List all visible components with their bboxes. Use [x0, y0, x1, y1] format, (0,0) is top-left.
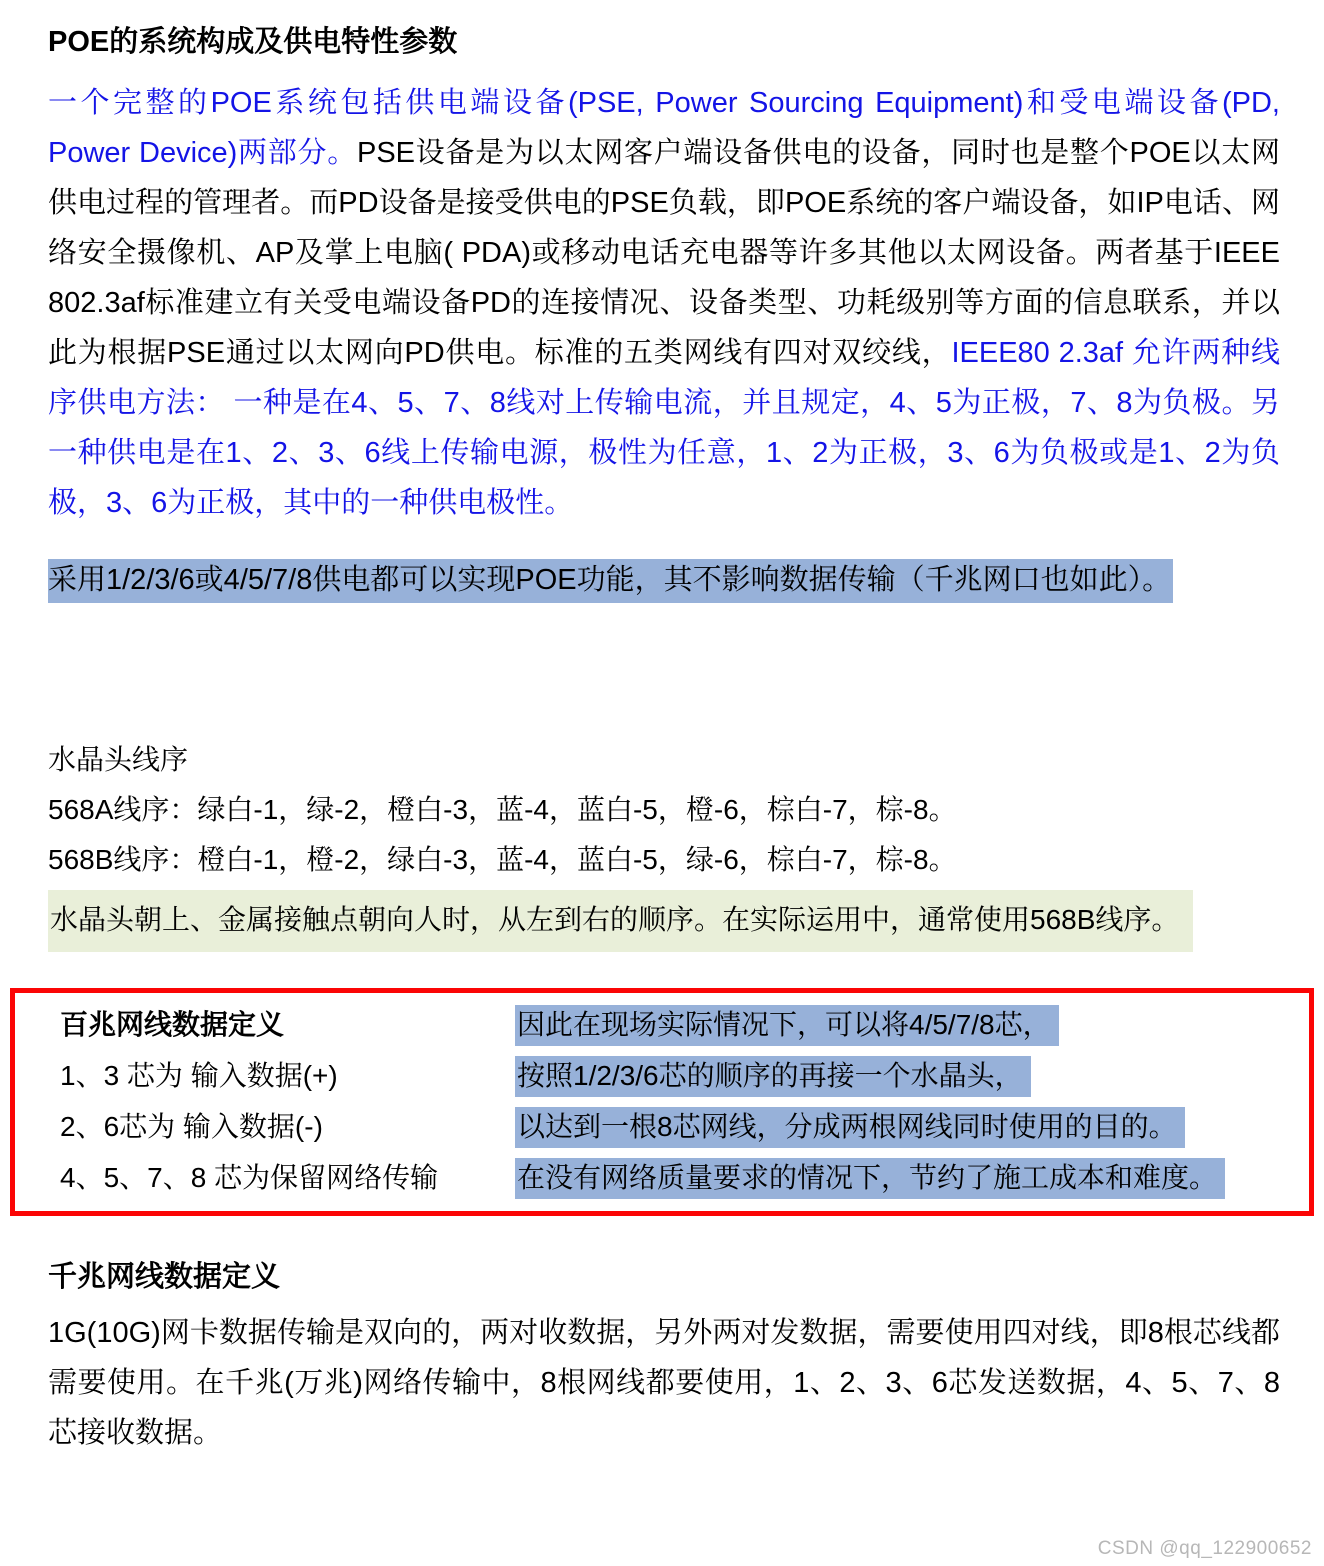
- pin-definition-line: 1、3 芯为 输入数据(+): [60, 1060, 338, 1091]
- crystal-head-section: [48, 735, 1280, 952]
- field-note-text: 因此在现场实际情况下，可以将4/5/7/8芯，: [515, 1005, 1059, 1046]
- field-note-text: 以达到一根8芯网线，分成两根网线同时使用的目的。: [515, 1107, 1185, 1148]
- hundred-megabit-definitions: [15, 999, 515, 1203]
- poe-highlight-note-text: 采用1/2/3/6或4/5/7/8供电都可以实现POE功能，其不影响数据传输（千兆网口也如此）。: [48, 559, 1173, 603]
- crystal-head-heading: 水晶头线序: [48, 744, 189, 775]
- field-note-text: 在没有网络质量要求的情况下，节约了施工成本和难度。: [515, 1158, 1225, 1199]
- gigabit-paragraph: 1G(10G)网卡数据传输是双向的，两对收数据，另外两对发数据，需要使用四对线，即8根芯线都需要使用。在千兆(万兆)网络传输中，8根网线都要使用，1、2、3、6芯发送数据，4、5、7、8芯接收数据。: [48, 1317, 1280, 1449]
- intro-paragraph: [48, 78, 1280, 528]
- wire-order-568b: 568B线序：橙白-1，橙-2，绿白-3，蓝-4，蓝白-5，绿-6，棕白-7，棕-8。: [48, 844, 957, 875]
- intro-segment-blue-2: IEEE80 2.3af 允许两种线序供电方法： 一种是在4、5、7、8线对上传输电流，并且规定，4、5为正极，7、8为负极。另一种供电是在1、2、3、6线上传输电源，极性为任意，1、2为正极，3、6为负极或是1、2为负极，3、6为正极，其中的一种供电极性。: [48, 337, 1280, 519]
- pin-definition-line: 4、5、7、8 芯为保留网络传输: [60, 1162, 439, 1193]
- crystal-usage-note-text: 水晶头朝上、金属接触点朝向人时，从左到右的顺序。在实际运用中，通常使用568B线序。: [48, 890, 1193, 952]
- csdn-watermark: CSDN @qq_122900652: [1097, 1538, 1312, 1559]
- crystal-usage-note: [48, 890, 1280, 952]
- field-note-line: [515, 999, 1289, 1050]
- wire-order-568a: 568A线序：绿白-1，绿-2，橙白-3，蓝-4，蓝白-5，橙-6，棕白-7，棕-8。: [48, 794, 957, 825]
- hundred-megabit-title: 百兆网线数据定义: [60, 1009, 285, 1040]
- gigabit-title: 千兆网线数据定义: [48, 1261, 281, 1293]
- field-note-text: 按照1/2/3/6芯的顺序的再接一个水晶头，: [515, 1056, 1031, 1097]
- page-title: POE的系统构成及供电特性参数: [48, 26, 458, 58]
- poe-highlight-note: [48, 554, 1280, 607]
- gigabit-section: [48, 1256, 1280, 1458]
- field-practice-notes: [515, 999, 1309, 1203]
- intro-segment-blue-1: 一个完整的POE系统包括供电端设备(PSE, Power Sourcing Equipment)和受电端设备(PD, Power Device)两部分。: [48, 87, 1280, 169]
- intro-segment-black-1: PSE设备是为以太网客户端设备供电的设备，同时也是整个POE以太网供电过程的管理者。而PD设备是接受供电的PSE负载，即POE系统的客户端设备，如IP电话、网络安全摄像机、AP及掌上电脑( PDA)或移动电话充电器等许多其他以太网设备。两者基于IEEE 802.3af标准建立有关受电端设备PD的连接情况、设备类型、功耗级别等方面的信息联系，并以此为根据PSE通过以太网向PD供电。标准的五类网线有四对双绞线，: [48, 137, 1280, 369]
- field-note-line: [515, 1050, 1289, 1101]
- field-note-line: [515, 1101, 1289, 1152]
- pin-definition-line: 2、6芯为 输入数据(-): [60, 1111, 323, 1142]
- field-note-line: [515, 1152, 1289, 1203]
- hundred-megabit-box: [10, 988, 1314, 1216]
